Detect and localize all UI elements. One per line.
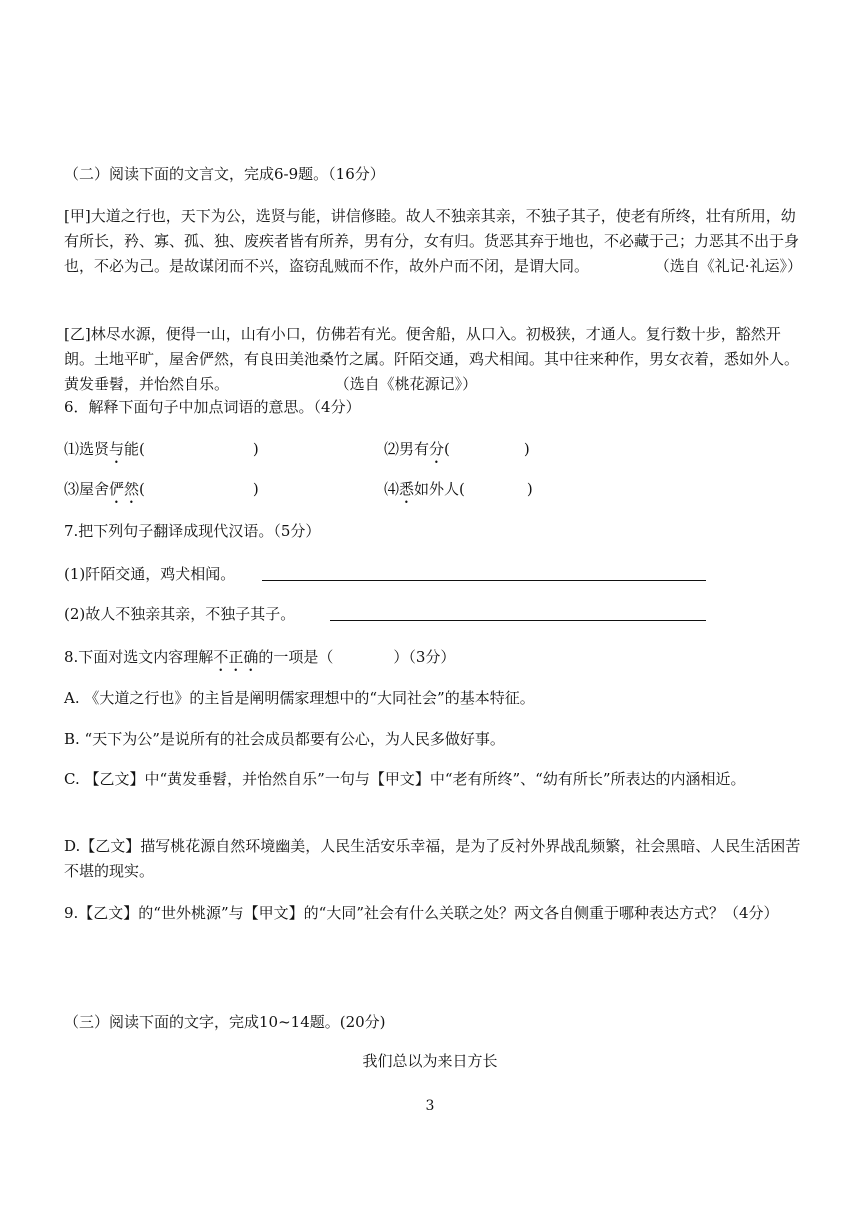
page-number: 3 [425,1098,435,1114]
question-6-item: ⑶屋舍俨然( ) [64,480,259,498]
section-header: （三）阅读下面的文字，完成10~14题。(20分) [64,1013,386,1031]
question-6-item: ⑵男有分( ) [384,440,530,458]
option-c: C. 【乙文】中“黄发垂髫，并怡然自乐”一句与【甲文】中“老有所终”、“幼有所长”所表达的内涵相近。 [64,770,746,788]
answer-line[interactable] [262,580,706,581]
option-b: B. “天下为公”是说所有的社会成员都要有公心，为人民多做好事。 [64,730,505,748]
passage-jia-text: [甲]大道之行也，天下为公，选贤与能，讲信修睦。故人不独亲其亲，不独子其子，使老有所终，壮有所用，幼有所长，矜、寡、孤、独、废疾者皆有所养，男有分，女有归。货恶其弃于地也，不必藏于己；力恶其不出于身也，不必为己。是故谋闭而不兴，盗窃乱贼而不作，故外户而不闭，是谓大同。 [64,207,800,275]
question-6-item: ⑷悉如外人( ) [384,480,533,498]
question-6-stem: 6．解释下面句子中加点词语的意思。（4分） [64,398,361,416]
passage-jia [64,204,802,279]
question-6-item: ⑴选贤与能( ) [64,440,259,458]
question-7-item: (2)故人不独亲其亲，不独子其子。 [64,605,296,623]
passage-yi-source: （选自《桃花源记》） [334,375,478,393]
passage-jia-source: （选自《礼记·礼运》） [654,257,802,275]
question-7-stem: 7.把下列句子翻译成现代汉语。（5分） [64,522,321,540]
option-a: A. 《大道之行也》的主旨是阐明儒家理想中的“大同社会”的基本特征。 [64,689,535,707]
article-title: 我们总以为来日方长 [362,1052,498,1070]
question-7-item: (1)阡陌交通，鸡犬相闻。 [64,565,236,583]
section-header: （二）阅读下面的文言文，完成6-9题。（16分） [64,165,385,183]
question-8-stem: 8.下面对选文内容理解不正确的一项是（ ）（3分） [64,648,456,666]
question-9: 9.【乙文】的“世外桃源”与【甲文】的“大同”社会有什么关联之处？两文各自侧重于哪种表达方式？（4分） [64,904,779,922]
passage-yi-text: [乙]林尽水源，便得一山，山有小口，仿佛若有光。便舍船，从口入。初极狭，才通人。复行数十步，豁然开朗。土地平旷，屋舍俨然，有良田美池桑竹之属。阡陌交通，鸡犬相闻。其中往来种作，男女衣着，悉如外人。黄发垂髫，并怡然自乐。 [64,325,800,393]
passage-yi [64,322,802,397]
option-d: D.【乙文】描写桃花源自然环境幽美，人民生活安乐幸福，是为了反衬外界战乱频繁，社会黑暗、人民生活困苦不堪的现实。 [64,837,801,880]
answer-line[interactable] [330,620,706,621]
